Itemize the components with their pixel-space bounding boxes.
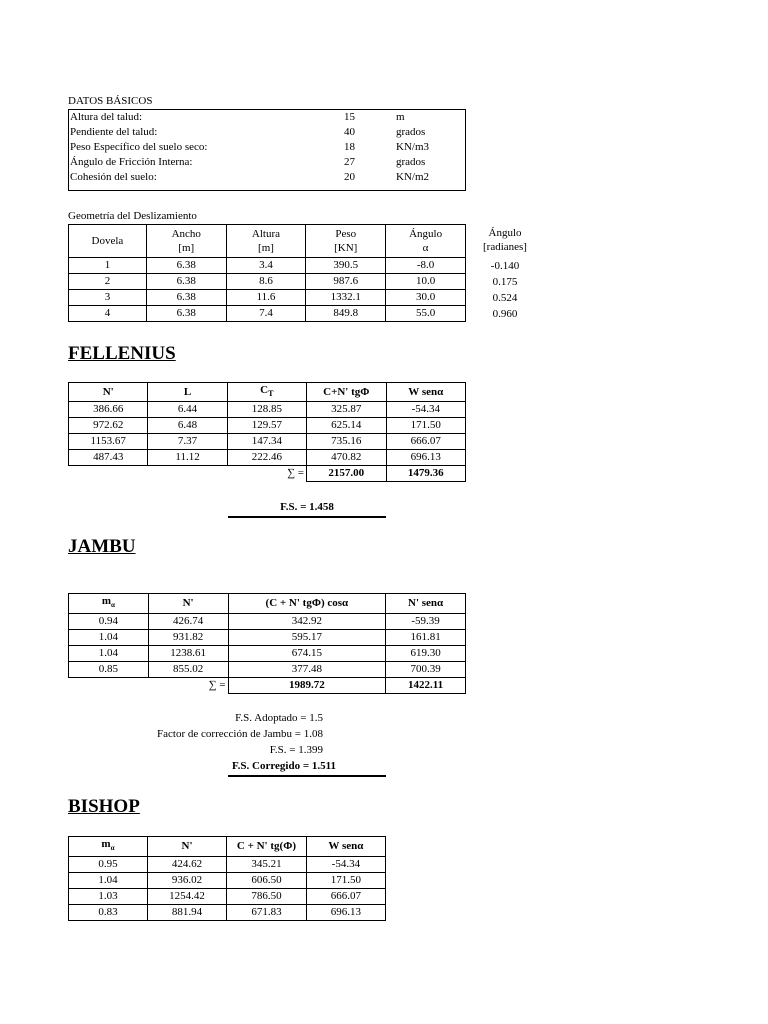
jambu-cell: 161.81 xyxy=(386,630,466,646)
bishop-row xyxy=(69,905,386,921)
fellenius-cell: 129.57 xyxy=(227,418,306,434)
basic-value: 40 xyxy=(344,126,355,138)
geometry-cell: 3 xyxy=(69,290,147,306)
radians-cell: 0.524 xyxy=(492,292,518,304)
fellenius-fs: F.S. = 1.458 xyxy=(280,501,334,513)
fellenius-fs-underline xyxy=(228,516,386,518)
bishop-cell: 1.04 xyxy=(69,873,148,889)
header-altura: Altura [m] xyxy=(226,225,306,258)
header-ancho: Ancho [m] xyxy=(146,225,226,258)
basic-value: 20 xyxy=(344,171,355,183)
jambu-cell: 595.17 xyxy=(228,630,386,646)
fellenius-cell: -54.34 xyxy=(386,402,465,418)
fellenius-title: FELLENIUS xyxy=(68,343,176,364)
geometry-table xyxy=(68,224,466,322)
fellenius-cell: 171.50 xyxy=(386,418,465,434)
geometry-cell: 8.6 xyxy=(226,274,306,290)
basic-label: Peso Específico del suelo seco: xyxy=(70,141,208,153)
fellenius-cell: 625.14 xyxy=(306,418,386,434)
geometry-cell: 2 xyxy=(69,274,147,290)
radians-cell: 0.175 xyxy=(492,276,518,288)
fellenius-row xyxy=(69,418,466,434)
bishop-header-m: $m_\alpha$ xyxy=(69,837,148,857)
jambu-row xyxy=(69,630,466,646)
bishop-header-wsen: W senα xyxy=(306,837,385,857)
geometry-cell: 55.0 xyxy=(386,306,466,322)
header-angulo: Ángulo α xyxy=(386,225,466,258)
jambu-cell: 0.94 xyxy=(69,614,149,630)
jambu-fs-corregido: F.S. Corregido = 1.511 xyxy=(231,760,336,772)
bishop-cell: 936.02 xyxy=(147,873,226,889)
jambu-row xyxy=(69,646,466,662)
fellenius-cell: 7.37 xyxy=(148,434,227,450)
geometry-cell: 390.5 xyxy=(306,258,386,274)
bishop-cell: 1254.42 xyxy=(147,889,226,905)
geometry-cell: 3.4 xyxy=(226,258,306,274)
geometry-cell: 6.38 xyxy=(146,274,226,290)
bishop-title: BISHOP xyxy=(68,796,140,817)
geometry-cell: 6.38 xyxy=(146,258,226,274)
fel-sum-wsen: 1479.36 xyxy=(386,466,465,482)
basic-label: Altura del talud: xyxy=(70,111,143,123)
fel-header-l: L xyxy=(148,383,227,402)
geometry-cell: -8.0 xyxy=(386,258,466,274)
radians-column xyxy=(470,258,540,322)
jambu-cell: 377.48 xyxy=(228,662,386,678)
jambu-header-n: N' xyxy=(148,594,228,614)
basic-unit: grados xyxy=(396,156,426,168)
basic-row xyxy=(69,110,465,125)
bishop-table xyxy=(68,836,386,921)
fel-sum-label: ∑ = xyxy=(287,467,304,480)
fellenius-cell: 147.34 xyxy=(227,434,306,450)
fel-sum-cn: 2157.00 xyxy=(306,466,386,482)
basic-unit: grados xyxy=(396,126,426,138)
jambu-title: JAMBU xyxy=(68,536,136,557)
geometry-row xyxy=(69,274,466,290)
header-angulo-radianes: Ángulo [radianes] xyxy=(483,227,527,253)
basic-unit: KN/m3 xyxy=(396,141,429,153)
geometry-row xyxy=(69,306,466,322)
geometry-cell: 849.8 xyxy=(306,306,386,322)
fellenius-row xyxy=(69,434,466,450)
jambu-cell: 855.02 xyxy=(148,662,228,678)
fellenius-cell: 11.12 xyxy=(148,450,227,466)
jambu-header-nsen: N' senα xyxy=(386,594,466,614)
jambu-sum-nsen: 1422.11 xyxy=(386,678,466,694)
fel-header-ct: $C_T$ xyxy=(227,383,306,402)
fellenius-cell: 696.13 xyxy=(386,450,465,466)
basic-label: Cohesión del suelo: xyxy=(70,171,157,183)
bishop-cell: -54.34 xyxy=(306,857,385,873)
fellenius-cell: 6.48 xyxy=(148,418,227,434)
fellenius-cell: 386.66 xyxy=(69,402,148,418)
basic-value: 15 xyxy=(344,111,355,123)
geometry-row xyxy=(69,290,466,306)
jambu-cell: 342.92 xyxy=(228,614,386,630)
jambu-sum-cn: 1989.72 xyxy=(228,678,386,694)
header-peso: Peso [KN] xyxy=(306,225,386,258)
bishop-row xyxy=(69,873,386,889)
bishop-cell: 881.94 xyxy=(147,905,226,921)
fellenius-row xyxy=(69,450,466,466)
geometry-cell: 987.6 xyxy=(306,274,386,290)
geometry-cell: 4 xyxy=(69,306,147,322)
jambu-fs: F.S. = 1.399 xyxy=(269,744,323,756)
geometry-title: Geometría del Deslizamiento xyxy=(68,210,197,222)
bishop-cell: 786.50 xyxy=(227,889,307,905)
geometry-cell: 10.0 xyxy=(386,274,466,290)
bishop-header-n: N' xyxy=(147,837,226,857)
basic-data-title: DATOS BÁSICOS xyxy=(68,95,153,107)
jambu-cell: 1.04 xyxy=(69,646,149,662)
bishop-cell: 671.83 xyxy=(227,905,307,921)
fellenius-cell: 128.85 xyxy=(227,402,306,418)
fellenius-cell: 972.62 xyxy=(69,418,148,434)
bishop-cell: 1.03 xyxy=(69,889,148,905)
jambu-fs-underline xyxy=(228,775,386,777)
jambu-cell: 1.04 xyxy=(69,630,149,646)
jambu-cell: 619.30 xyxy=(386,646,466,662)
basic-value: 27 xyxy=(344,156,355,168)
fel-header-wsen: W senα xyxy=(386,383,465,402)
jambu-header-cn: (C + N' tgΦ) cosα xyxy=(228,594,386,614)
bishop-cell: 666.07 xyxy=(306,889,385,905)
geometry-cell: 6.38 xyxy=(146,306,226,322)
basic-row xyxy=(69,140,465,155)
jambu-sum-label: ∑ = xyxy=(208,679,226,692)
basic-unit: m xyxy=(396,111,405,123)
fellenius-cell: 735.16 xyxy=(306,434,386,450)
bishop-cell: 696.13 xyxy=(306,905,385,921)
geometry-cell: 1332.1 xyxy=(306,290,386,306)
jambu-header-m: $m_\alpha$ xyxy=(69,594,149,614)
basic-label: Pendiente del talud: xyxy=(70,126,158,138)
header-dovela: Dovela xyxy=(69,225,147,258)
bishop-cell: 0.83 xyxy=(69,905,148,921)
fellenius-row xyxy=(69,402,466,418)
jambu-cell: 700.39 xyxy=(386,662,466,678)
fellenius-cell: 6.44 xyxy=(148,402,227,418)
jambu-table xyxy=(68,593,466,694)
radians-cell: -0.140 xyxy=(490,260,520,272)
geometry-cell: 7.4 xyxy=(226,306,306,322)
geometry-row xyxy=(69,258,466,274)
bishop-cell: 606.50 xyxy=(227,873,307,889)
fel-header-n: N' xyxy=(69,383,148,402)
bishop-cell: 0.95 xyxy=(69,857,148,873)
bishop-cell: 171.50 xyxy=(306,873,385,889)
fellenius-cell: 1153.67 xyxy=(69,434,148,450)
basic-row xyxy=(69,125,465,140)
jambu-factor: Factor de corrección de Jambu = 1.08 xyxy=(157,728,323,740)
basic-value: 18 xyxy=(344,141,355,153)
jambu-cell: 426.74 xyxy=(148,614,228,630)
basic-unit: KN/m2 xyxy=(396,171,429,183)
basic-data-box xyxy=(68,109,466,191)
jambu-cell: 674.15 xyxy=(228,646,386,662)
basic-row xyxy=(69,170,465,185)
bishop-header-cn: C + N' tg(Φ) xyxy=(227,837,307,857)
jambu-cell: 0.85 xyxy=(69,662,149,678)
bishop-row xyxy=(69,857,386,873)
jambu-row xyxy=(69,662,466,678)
fellenius-cell: 487.43 xyxy=(69,450,148,466)
jambu-fs-adoptado: F.S. Adoptado = 1.5 xyxy=(235,712,323,724)
basic-row xyxy=(69,155,465,170)
jambu-cell: -59.39 xyxy=(386,614,466,630)
fellenius-cell: 666.07 xyxy=(386,434,465,450)
geometry-cell: 1 xyxy=(69,258,147,274)
basic-label: Ángulo de Fricción Interna: xyxy=(70,156,193,168)
fellenius-cell: 325.87 xyxy=(306,402,386,418)
jambu-cell: 931.82 xyxy=(148,630,228,646)
jambu-row xyxy=(69,614,466,630)
basic-data-table xyxy=(69,110,465,185)
radians-cell: 0.960 xyxy=(492,308,518,320)
geometry-cell: 11.6 xyxy=(226,290,306,306)
geometry-cell: 30.0 xyxy=(386,290,466,306)
fellenius-table xyxy=(68,382,466,482)
fellenius-cell: 470.82 xyxy=(306,450,386,466)
bishop-cell: 345.21 xyxy=(227,857,307,873)
bishop-cell: 424.62 xyxy=(147,857,226,873)
jambu-cell: 1238.61 xyxy=(148,646,228,662)
bishop-row xyxy=(69,889,386,905)
geometry-cell: 6.38 xyxy=(146,290,226,306)
fellenius-cell: 222.46 xyxy=(227,450,306,466)
fel-header-cn: C+N' tgΦ xyxy=(306,383,386,402)
